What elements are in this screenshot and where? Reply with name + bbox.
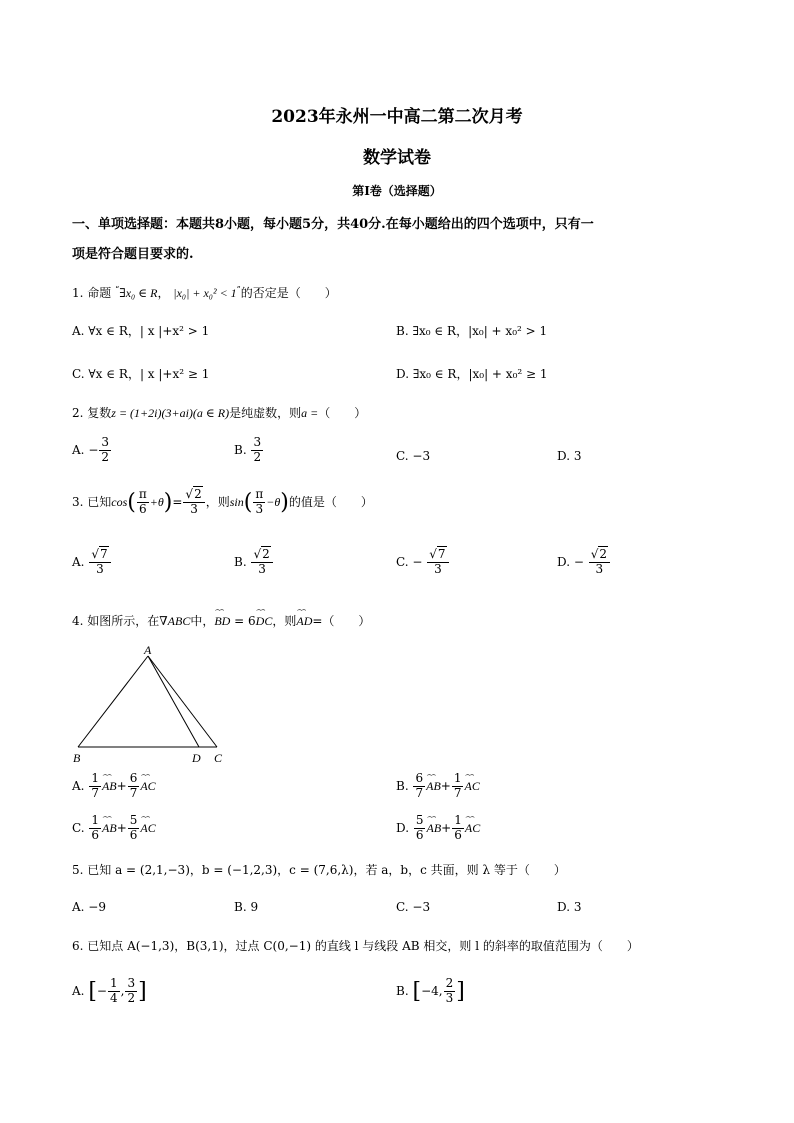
question-3-option-c-root: 7	[437, 547, 446, 561]
question-3-pi: π	[138, 487, 147, 501]
question-3-option-d: D. − $\frac{√2}{3}$	[557, 548, 611, 577]
question-4-vector-bd: ⌢⌢ BD	[214, 614, 230, 629]
question-1-number: 1.	[72, 286, 88, 300]
question-6-option-a-d1: 4	[109, 990, 118, 1005]
question-1-option-a: A. ∀x ∈ R，| x |+x² > 1	[72, 324, 210, 338]
question-4-option-b-op: +	[440, 778, 451, 793]
question-6-option-b-label: B.	[396, 983, 409, 998]
question-1-prop-b: |x₀| + x₀² < 1	[173, 286, 237, 300]
question-4-option-d	[396, 814, 480, 843]
question-4-option-b-v2: ⌢⌢ AC	[464, 779, 479, 794]
question-4-option-c-n1: 1	[91, 813, 100, 827]
question-4-option-c-v1: ⌢⌢ AB	[102, 821, 117, 836]
vertex-label-a: A	[144, 643, 152, 657]
question-2-option-b	[234, 436, 264, 465]
question-2-option-c: C. −3	[396, 449, 431, 463]
question-2-text-a: 复数	[87, 406, 112, 420]
question-6-option-a-open: [	[88, 978, 97, 1004]
question-4-option-c-n2: 5	[129, 813, 138, 827]
question-6-option-b-numerator: 2	[445, 976, 454, 990]
question-2-option-a-numerator: 3	[101, 435, 110, 449]
question-6-option-a-sep: ,	[120, 983, 125, 998]
triangle-side-ac	[148, 656, 217, 747]
question-4-option-d-n2: 1	[454, 813, 462, 827]
question-3-option-c: C. − $\frac{√7}{3}$	[396, 548, 450, 577]
question-4-number: 4.	[72, 614, 88, 628]
question-6-option-b-denominator: 3	[445, 990, 454, 1005]
question-3-option-c-denominator: 3	[434, 561, 442, 576]
vertex-label-c: C	[214, 751, 223, 765]
question-4-text-c: ，则	[272, 614, 297, 628]
question-6-option-a-d2: 2	[127, 990, 136, 1005]
question-3-three: 3	[190, 501, 198, 516]
question-3-root-2: 2	[194, 487, 202, 501]
question-3-sin: sin	[229, 494, 244, 509]
question-2-number: 2.	[72, 406, 88, 420]
question-3-minus-theta: −θ	[266, 494, 281, 509]
question-4-option-d-v1: ⌢⌢ AB	[426, 821, 441, 836]
question-5-option-a: A. −9	[72, 900, 106, 914]
subject-title: 数学试卷	[363, 148, 431, 168]
question-4-text-b: 中，	[190, 614, 215, 628]
question-6-option-b-close: ]	[456, 978, 465, 1004]
question-4-option-d-v2: ⌢⌢ AC	[465, 821, 480, 836]
question-6-option-b	[396, 977, 465, 1006]
question-4-option-c-d2: 6	[129, 827, 138, 842]
question-3-plus-theta: +θ	[149, 494, 164, 509]
question-4-option-a-label: A.	[72, 778, 85, 793]
question-3-option-a-label: A.	[72, 554, 85, 569]
vertex-label-b: B	[73, 751, 81, 765]
exam-title: 2023年永州一中高二第二次月考	[271, 107, 523, 127]
question-3-option-b-denominator: 3	[258, 561, 266, 576]
question-2-option-a	[72, 436, 112, 465]
question-4-option-d-d2: 6	[454, 827, 462, 842]
question-1-option-c: C. ∀x ∈ R，| x |+x² ≥ 1	[72, 367, 210, 381]
question-3: 3. 已知cos( $\frac{\pi}{6}$ +θ)= $\frac{√2}{3}$ ，则sin( $\frac{\pi}{3}$ −θ)的值是（ ）	[72, 487, 373, 516]
question-6-option-a-n1: 1	[109, 976, 118, 990]
question-2-option-a-denominator: 2	[101, 449, 110, 464]
question-1-comma: ，	[157, 286, 170, 300]
section-instruction-line1: 一、单项选择题：本题共8小题，每小题5分，共40分.在每小题给出的四个选项中，只有一	[72, 217, 594, 232]
question-6-number: 6.	[72, 939, 88, 953]
question-6-option-b-lead: −4,	[421, 983, 443, 998]
question-6-option-a-n2: 3	[127, 976, 136, 990]
question-1-prop-a: ∃x₀ ∈ R	[119, 286, 158, 300]
section-instruction-line2: 项是符合题目要求的.	[72, 247, 194, 262]
question-4-text-a: 如图所示，在	[87, 614, 160, 628]
question-4-triangle-figure	[66, 640, 246, 770]
question-4-vector-dc: ⌢⌢ DC	[256, 614, 273, 629]
question-4-option-b-n1: 6	[415, 771, 424, 785]
question-4-option-b-v1: ⌢⌢ AB	[426, 779, 441, 794]
question-3-option-a-root: 7	[99, 547, 108, 561]
question-6-option-b-open: [	[412, 978, 422, 1004]
question-4-option-a-d2: 7	[129, 785, 138, 800]
question-3-equals: =	[172, 494, 183, 509]
question-3-number: 3.	[72, 494, 88, 509]
question-3-option-a-denominator: 3	[96, 561, 104, 576]
question-1-option-d: D. ∃x₀ ∈ R，|x₀| + x₀² ≥ 1	[396, 367, 548, 381]
question-4-option-a-n1: 1	[91, 771, 99, 785]
question-3-option-c-label: C. −	[396, 554, 423, 569]
question-4	[72, 612, 370, 629]
question-2	[72, 404, 366, 421]
question-4-option-c-label: C.	[72, 820, 85, 835]
question-4-option-d-n1: 5	[415, 813, 424, 827]
question-6-text: 已知点 A(−1,3)，B(3,1)，过点 C(0,−1) 的直线 l 与线段 AB 相交，则 l 的斜率的取值范围为（ ）	[87, 939, 639, 953]
triangle-side-ab	[78, 656, 148, 747]
question-1-prefix: 命题	[87, 286, 112, 300]
question-4-option-a-op: +	[116, 778, 127, 793]
question-1-close-quote: ”	[236, 285, 241, 294]
question-4-text-d: =（ ）	[312, 614, 371, 628]
question-2-option-d: D. 3	[557, 449, 582, 463]
question-6-option-a-close: ]	[138, 978, 147, 1004]
question-4-option-d-d1: 6	[415, 827, 424, 842]
question-1-option-b: B. ∃x₀ ∈ R，|x₀| + x₀² > 1	[396, 324, 548, 338]
question-4-option-b-d1: 7	[415, 785, 424, 800]
question-3-text-a: 已知	[87, 494, 112, 509]
question-4-option-d-label: D.	[396, 820, 410, 835]
question-2-option-b-denominator: 2	[253, 449, 262, 464]
question-4-option-a-d1: 7	[91, 785, 99, 800]
question-4-option-a-n2: 6	[129, 771, 138, 785]
question-4-option-d-op: +	[441, 820, 452, 835]
triangle-segment-ad	[148, 656, 199, 747]
question-5-option-b: B. 9	[234, 900, 259, 914]
question-4-option-c	[72, 814, 156, 843]
question-3-pi-2: π	[255, 487, 264, 501]
question-6	[72, 937, 639, 954]
question-3-six: 6	[139, 501, 147, 516]
question-2-option-b-label: B.	[234, 442, 247, 457]
question-2-option-b-numerator: 3	[253, 435, 262, 449]
question-3-option-b-root: 2	[262, 547, 270, 561]
question-4-vector-ad: ⌢⌢ AD	[296, 614, 312, 629]
question-2-text-c: （ ）	[318, 406, 367, 420]
question-1-open-quote: “	[115, 285, 120, 294]
question-4-option-c-v2: ⌢⌢ AC	[140, 821, 155, 836]
question-4-option-b-d2: 7	[453, 785, 462, 800]
question-3-text-c: 的值是（ ）	[288, 494, 373, 509]
question-3-cos: cos	[111, 494, 128, 509]
question-2-expression: z = (1+2i)(3+ai)(a ∈ R)	[111, 406, 230, 420]
question-3-option-d-label: D. −	[557, 554, 584, 569]
question-6-option-a-sign: −	[96, 983, 107, 998]
vertex-label-d: D	[192, 751, 201, 765]
question-5-option-c: C. −3	[396, 900, 431, 914]
question-3-option-d-denominator: 3	[595, 561, 604, 576]
question-4-option-a-v1: ⌢⌢ AB	[102, 779, 117, 794]
question-1-suffix: 的否定是（ ）	[240, 286, 337, 300]
question-5-option-d: D. 3	[557, 900, 582, 914]
question-6-option-a	[72, 977, 147, 1006]
question-4-option-c-d1: 6	[91, 827, 100, 842]
question-2-option-a-sign: −	[88, 442, 99, 457]
question-1	[72, 284, 337, 301]
question-6-option-a-label: A.	[72, 983, 85, 998]
question-4-option-c-op: +	[116, 820, 127, 835]
question-3-option-a: A. $\frac{√7}{3}$	[72, 548, 112, 577]
question-5-number: 5.	[72, 863, 88, 877]
question-3-text-b: ，则	[205, 494, 230, 509]
part-title: 第Ⅰ卷（选择题）	[352, 184, 442, 198]
question-4-eq-6: = 6	[230, 614, 256, 628]
question-4-option-b-label: B.	[396, 778, 409, 793]
question-3-option-b-label: B.	[234, 554, 247, 569]
question-5	[72, 861, 566, 878]
question-4-triangle: ∇ABC	[159, 614, 191, 628]
question-2-text-b: 是纯虚数，则	[229, 406, 302, 420]
question-4-option-a	[72, 772, 156, 801]
question-2-variable: a =	[301, 406, 319, 420]
question-4-option-b	[396, 772, 480, 801]
question-3-option-d-root: 2	[599, 547, 608, 561]
question-4-option-b-n2: 1	[453, 771, 462, 785]
question-5-text: 已知 a = (2,1,−3)，b = (−1,2,3)，c = (7,6,λ)，若 a，b，c 共面，则 λ 等于（ ）	[87, 863, 566, 877]
question-3-three-2: 3	[255, 501, 264, 516]
question-2-option-a-label: A.	[72, 442, 85, 457]
question-4-option-a-v2: ⌢⌢ AC	[140, 779, 155, 794]
question-3-option-b: B. $\frac{√2}{3}$	[234, 548, 274, 577]
